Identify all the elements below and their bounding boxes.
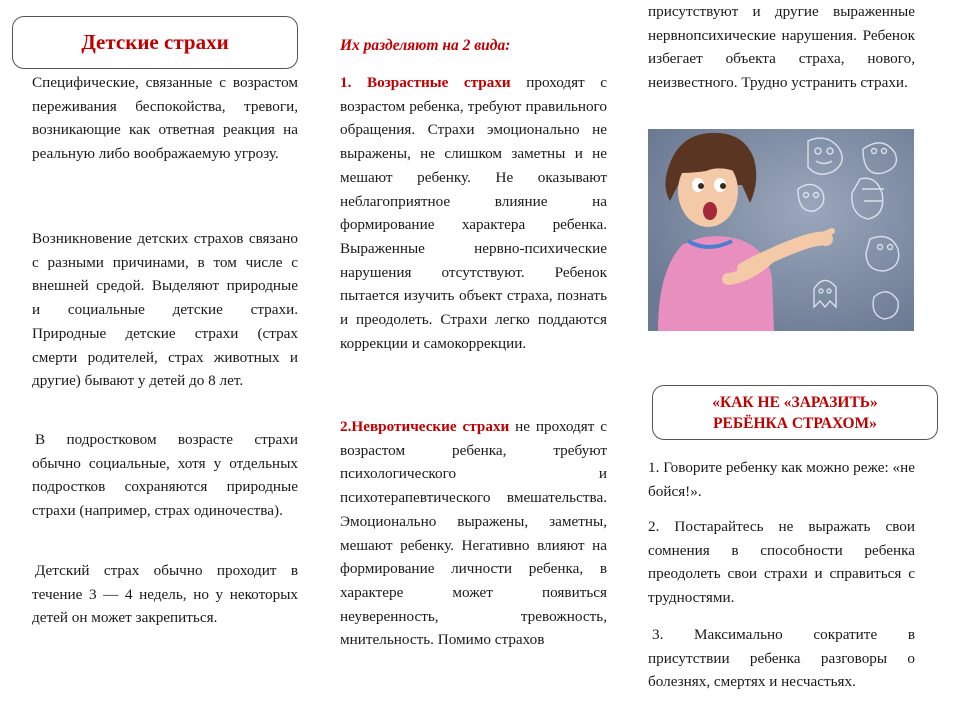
neurotic-fears-text: не проходят с возрастом ребенка, требуют психологического и психотерапевтического вмешательства. Эмоционально выражены, заметны, мешают ребенку. Негативно влияют на формирование личности ребенка, в характере может появиться неуверенность, тревожность, мнительность. Помимо страхов — [340, 418, 607, 649]
how-not-to-infect-box — [652, 385, 938, 440]
tip-3: 3. Максимально сократите в присутствии ребенка разговоры о болезнях, смертях и несчастьях. — [648, 626, 915, 691]
box-title-line1: «КАК НЕ «ЗАРАЗИТЬ» — [712, 393, 878, 411]
paragraph-definition: Специфические, связанные с возрастом переживания беспокойства, тревоги, возникающие как ответная реакция на реальную либо воображаемую угрозу. — [32, 74, 298, 163]
paragraph-causes: Возникновение детских страхов связано с разными причинами, в том числе с внешней средой. Выделяют природные и социальные детские страхи. Природные детские страхи (страх смерти родителей, страх животных и другие) бывают у детей до 8 лет. — [32, 230, 298, 390]
photo-illustration — [648, 129, 914, 331]
page-title: Детские страхи — [81, 30, 229, 54]
tip-2: 2. Постарайтесь не выражать свои сомнения в способности ребенка преодолеть свои страхи и справиться с трудностями. — [648, 518, 915, 607]
box-title-line2: РЕБЁНКА СТРАХОМ» — [713, 414, 877, 432]
age-fears-title: 1. Возрастные страхи — [340, 74, 511, 91]
age-fears-paragraph — [340, 71, 607, 355]
paragraph-adolescence: В подростковом возрасте страхи обычно социальные, хотя у отдельных подростков сохраняются природные страхи (например, страх одиночества). — [32, 431, 298, 520]
tip-1: 1. Говорите ребенку как можно реже: «не бойся!». — [648, 459, 915, 500]
frightened-girl-photo — [648, 129, 914, 331]
neurotic-continuation: присутствуют и другие выраженные нервнопсихические нарушения. Ребенок избегает объекта страха, нового, неизвестного. Трудно устранить страхи. — [648, 3, 915, 92]
paragraph-duration: Детский страх обычно проходит в течение 3 — 4 недель, но у некоторых детей он может закрепиться. — [32, 562, 298, 627]
neurotic-fears-title: 2.Невротические страхи — [340, 418, 510, 435]
neurotic-fears-paragraph — [340, 415, 607, 652]
types-heading: Их разделяют на 2 вида: — [340, 37, 511, 54]
title-box — [12, 16, 298, 69]
age-fears-text: проходят с возрастом ребенка, требуют правильного обращения. Страхи эмоционально не выражены, не слишком заметны и не мешают ребенку. Не оказывают неблагоприятное влияние на формирование характера ребенка. Выраженные нервно-психические нарушения отсутствуют. Ребенок пытается изучить объект страха, познать и преодолеть. Страхи легко поддаются коррекции и самокоррекции. — [340, 74, 607, 352]
